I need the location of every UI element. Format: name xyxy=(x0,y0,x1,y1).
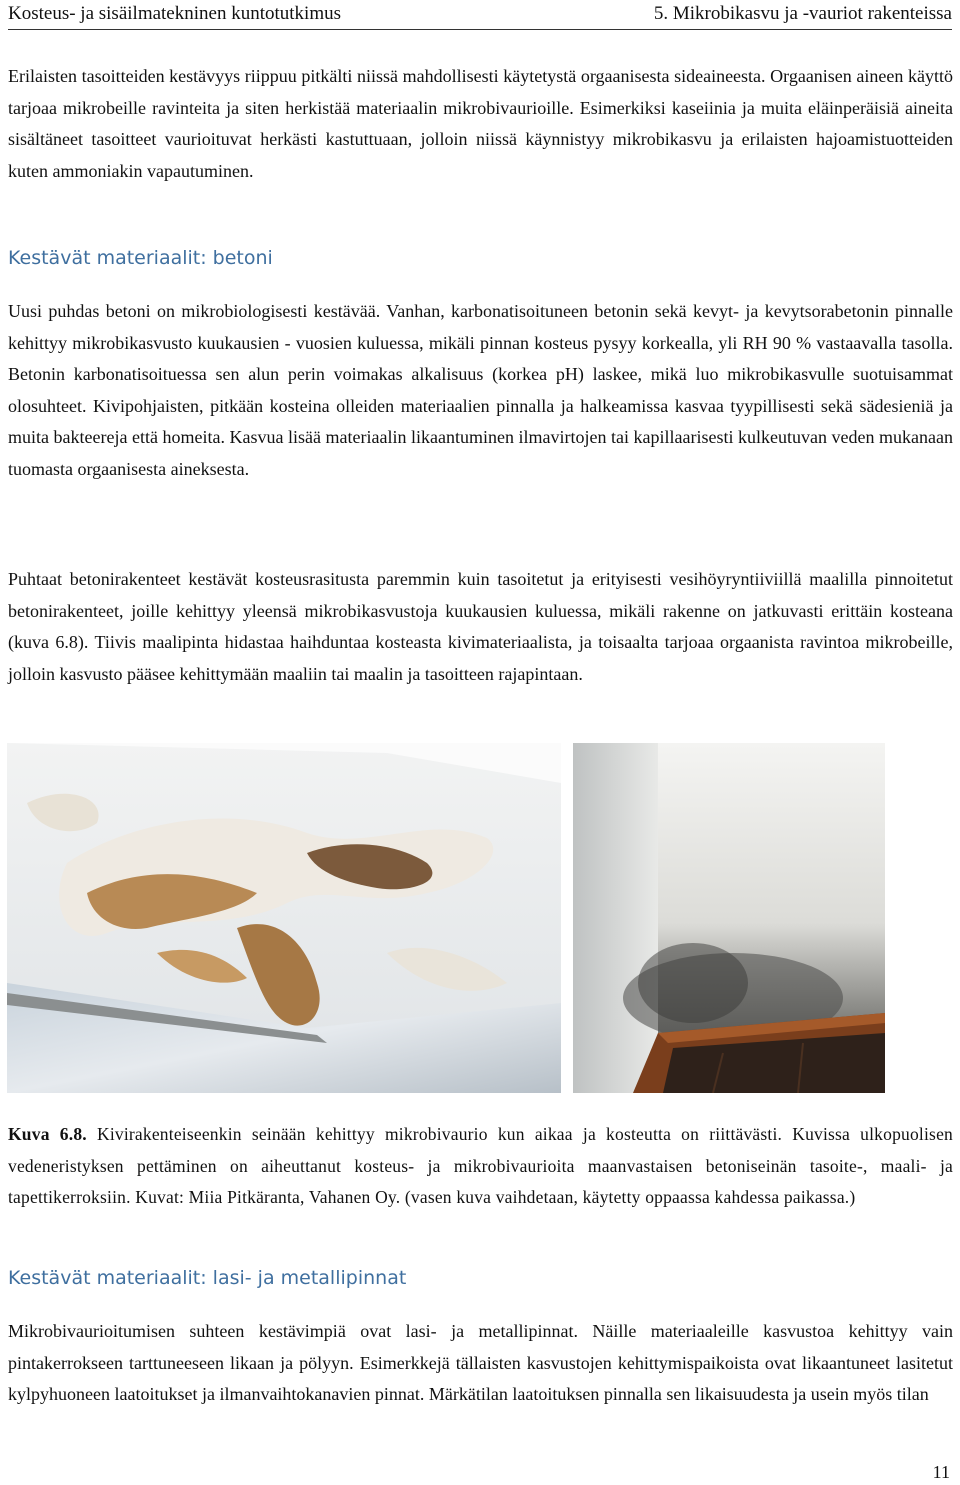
section-heading-glass-metal: Kestävät materiaalit: lasi- ja metallipinnat xyxy=(8,1267,407,1289)
paragraph-concrete: Uusi puhdas betoni on mikrobiologisesti kestävää. Vanhan, karbonatisoituneen betonin sekä kevyt- ja kevytsorabetonin pinnalle kehittyy mikrobikasvusto kuukausien - vuosien kuluessa, mikäli pinnan kosteus pysyy korkealla, yli RH 90 % vastaavalla tasolla. Betonin karbonatisoituessa sen alun perin voimakas alkalisuus (korkea pH) laskee, mikä luo mikrobikasvulle suotuisammat olosuhteet. Kivipohjaisten, pitkään kosteina olleiden materiaalien pinnalla ja halkeamissa kasvaa tyypillisesti sekä sädesieniä ja muita bakteereja että homeita. Kasvua lisää materiaalin likaantuminen ilmavirtojen tai kapillaarisesti kulkeutuvan veden mukanaan tuomasta orgaanisesta aineksesta. xyxy=(8,301,953,479)
header-title: Kosteus- ja sisäilmatekninen kuntotutkimus xyxy=(8,3,341,24)
photo-wall-corner-mould xyxy=(573,743,885,1093)
caption-text: Kivirakenteiseenkin seinään kehittyy mikrobivaurio kun aikaa ja kosteutta on riittävästi. Kuvissa ulkopuolisen vedeneristyksen pettäminen on aiheuttanut kosteus- ja mikrobivaurioita maanvastaisen betoniseinän tasoite-, maali- ja tapettikerroksiin. Kuvat: Miia Pitkäranta, Vahanen Oy. (vasen kuva vaihdetaan, käytetty oppaassa kahdessa paikassa.) xyxy=(8,1124,953,1207)
paragraph-glass-metal: Mikrobivaurioitumisen suhteen kestävimpiä ovat lasi- ja metallipinnat. Näille materiaaleille kasvustoa kehittyy vain pintakerrokseen tarttuneeseen likaan ja pölyyn. Esimerkkejä tällaisten kasvustojen kehittymispaikoista ovat likaantuneet lasitetut kylpyhuoneen laatoitukset ja ilmanvaihtokanavien pinnat. Märkätilan laatoituksen pinnalla sen likaisuudesta ja usein myös tilan xyxy=(8,1321,953,1405)
caption-label: Kuva 6.8. xyxy=(8,1124,87,1144)
page-number: 11 xyxy=(932,1462,950,1482)
figure-caption xyxy=(8,1119,953,1214)
header-chapter: 5. Mikrobikasvu ja -vauriot rakenteissa xyxy=(653,3,952,24)
paragraph-concrete-structures: Puhtaat betonirakenteet kestävät kosteusrasitusta paremmin kuin tasoitetut ja erityisesti vesihöyryntiiviillä maalilla pinnoitetut betonirakenteet, joille kehittyy yleensä mikrobikasvustoja kuukausien kuluessa, mikäli rakenne on jatkuvasti erittäin kosteana (kuva 6.8). Tiivis maalipinta hidastaa haihduntaa kosteasta kivimateriaalista, ja toisaalta tarjoaa orgaanista ravintoa mikrobeille, jolloin kasvusto pääsee kehittymään maaliin tai maalin ja tasoitteen rajapintaan. xyxy=(8,569,953,684)
section-heading-concrete: Kestävät materiaalit: betoni xyxy=(8,247,273,269)
paragraph-coatings: Erilaisten tasoitteiden kestävyys riippuu pitkälti niissä mahdollisesti käytetystä orgaanisesta sideaineesta. Orgaanisen aineen käyttö tarjoaa mikrobeille ravinteita ja siten herkistää materiaalin mikrobivaurioille. Esimerkiksi kaseiinia ja muita eläinperäisiä aineita sisältäneet tasoitteet vaurioituvat herkästi kastuttuaan, jolloin niissä käynnistyy mikrobikasvu ja erilaisten hajoamistuotteiden kuten ammoniakin vapautuminen. xyxy=(8,66,953,181)
photo-ceiling-damage xyxy=(7,743,561,1093)
running-header xyxy=(8,0,952,30)
